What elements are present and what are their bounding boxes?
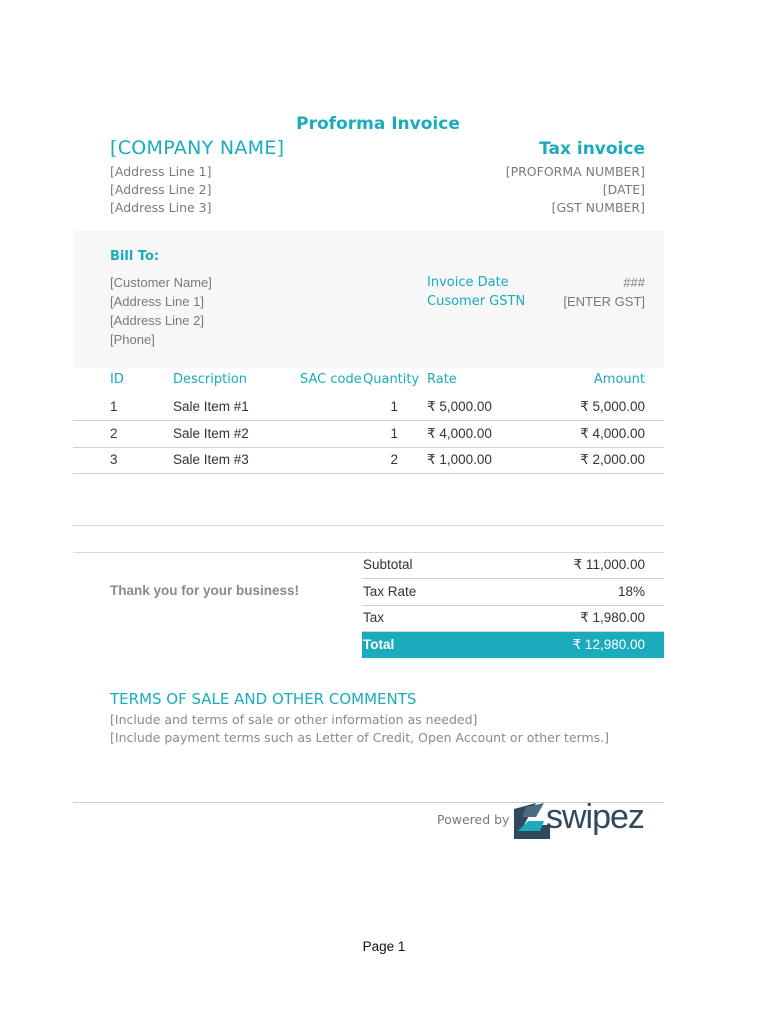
powered-by-label: Powered by [437, 812, 510, 827]
item-amount: ₹ 4,000.00 [580, 426, 645, 441]
item-rate: ₹ 5,000.00 [427, 399, 492, 414]
tax-rate-value: 18% [617, 584, 645, 599]
table-row [73, 394, 664, 421]
column-header-id: ID [110, 372, 124, 387]
divider [73, 525, 664, 526]
column-header-sac: SAC code [300, 372, 362, 387]
invoice-type: Tax invoice [539, 139, 645, 159]
column-header-description: Description [173, 372, 248, 387]
subtotal-label: Subtotal [363, 557, 413, 572]
swipez-logo-icon [514, 803, 550, 839]
column-header-quantity: Quantity [363, 372, 420, 387]
tax-rate-row [362, 579, 664, 606]
tax-label: Tax [363, 610, 385, 625]
item-rate: ₹ 1,000.00 [427, 452, 492, 467]
item-description: Sale Item #1 [173, 399, 249, 414]
tax-row [362, 605, 664, 632]
invoice-date-header: [DATE] [602, 182, 645, 197]
item-quantity: 2 [390, 452, 398, 467]
swipez-logo-text: swipez [546, 798, 644, 836]
terms-line-2: [Include payment terms such as Letter of Credit, Open Account or other terms.] [110, 730, 610, 745]
gst-number: [GST NUMBER] [551, 200, 645, 215]
column-header-amount: Amount [593, 372, 645, 387]
invoice-date-value: ### [623, 275, 645, 290]
terms-line-1: [Include and terms of sale or other information as needed] [110, 712, 478, 727]
total-value: ₹ 12,980.00 [572, 637, 645, 652]
table-row [73, 447, 664, 474]
item-id: 3 [110, 452, 118, 467]
company-address-line-1: [Address Line 1] [110, 164, 212, 179]
item-quantity: 1 [390, 426, 398, 441]
item-rate: ₹ 4,000.00 [427, 426, 492, 441]
customer-gstn-value: [ENTER GST] [563, 294, 645, 309]
subtotal-value: ₹ 11,000.00 [573, 557, 645, 572]
customer-phone: [Phone] [110, 332, 155, 347]
item-quantity: 1 [390, 399, 398, 414]
page-number: Page 1 [362, 939, 406, 954]
invoice-date-label: Invoice Date [427, 275, 509, 290]
item-id: 2 [110, 426, 118, 441]
item-amount: ₹ 5,000.00 [580, 399, 645, 414]
company-address-line-2: [Address Line 2] [110, 182, 212, 197]
tax-value: ₹ 1,980.00 [580, 610, 645, 625]
document-title: Proforma Invoice [296, 114, 460, 134]
total-row [362, 632, 664, 658]
column-header-rate: Rate [427, 372, 457, 387]
table-row [73, 421, 664, 448]
subtotal-row [362, 552, 664, 579]
item-description: Sale Item #3 [173, 452, 249, 467]
customer-name: [Customer Name] [110, 275, 212, 290]
bill-to-label: Bill To: [110, 249, 160, 264]
customer-address-line-2: [Address Line 2] [110, 313, 204, 328]
customer-address-line-1: [Address Line 1] [110, 294, 204, 309]
item-id: 1 [110, 399, 118, 414]
terms-heading: TERMS OF SALE AND OTHER COMMENTS [110, 690, 417, 708]
customer-gstn-label: Cusomer GSTN [427, 294, 526, 309]
company-address-line-3: [Address Line 3] [110, 200, 212, 215]
company-name: [COMPANY NAME] [110, 137, 285, 159]
thank-you-note: Thank you for your business! [110, 583, 300, 598]
proforma-number: [PROFORMA NUMBER] [505, 164, 645, 179]
item-amount: ₹ 2,000.00 [580, 452, 645, 467]
tax-rate-label: Tax Rate [363, 584, 417, 599]
item-description: Sale Item #2 [173, 426, 249, 441]
total-label: Total [363, 637, 395, 652]
